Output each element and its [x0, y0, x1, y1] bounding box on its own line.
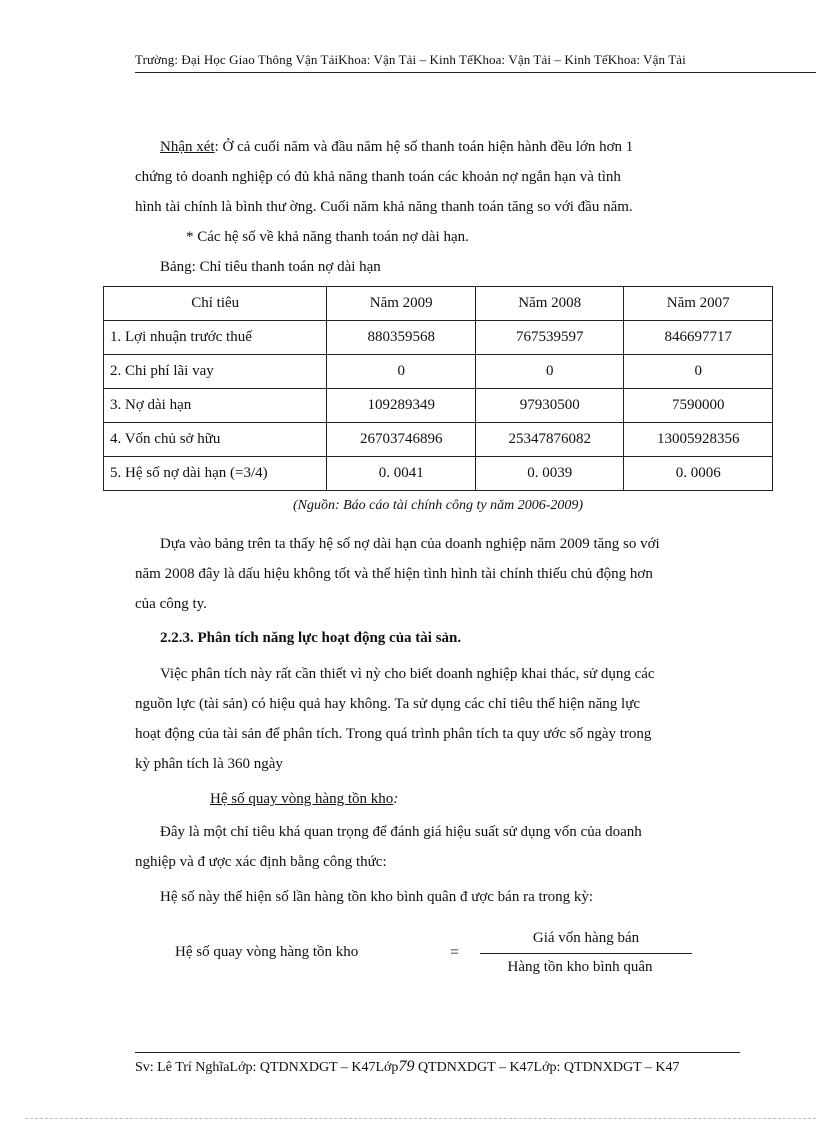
section-p1-line-4: kỳ phân tích là 360 ngày	[135, 756, 283, 772]
table-cell: 0	[475, 355, 624, 389]
row-label: 5. Hệ số nợ dài hạn (=3/4)	[104, 457, 327, 491]
subheading-text: Hệ số quay vòng hàng tồn kho	[210, 791, 394, 807]
analysis-line-3: của công ty.	[135, 596, 207, 612]
formula-fraction-bar	[480, 953, 692, 954]
table-cell: 26703746896	[327, 423, 476, 457]
section-p1-line-3: hoạt động của tài sản để phân tích. Trong quá trình phân tích ta quy ước số ngày trong	[135, 726, 652, 742]
remark-line-2: chứng tỏ doanh nghiệp có đủ khả năng thanh toán các khoản nợ ngắn hạn và tình	[135, 169, 621, 185]
table-cell: 767539597	[475, 321, 624, 355]
remark-line-1	[160, 132, 760, 162]
section-p2-line-2: nghiệp và đ ược xác định bằng công thức:	[135, 854, 387, 870]
page-footer	[135, 1058, 816, 1076]
long-term-debt-table	[103, 286, 773, 491]
page-bottom-divider	[25, 1118, 816, 1119]
section-heading: 2.2.3. Phân tích năng lực hoạt động của tài sản.	[160, 630, 462, 646]
analysis-line-2: năm 2008 đây là dấu hiệu không tốt và thể hiện tình hình tài chính thiếu chủ động hơn	[135, 566, 653, 582]
header-cell: Năm 2009	[327, 287, 476, 321]
section-p1-line-1: Việc phân tích này rất cần thiết vì nỳ cho biết doanh nghiệp khai thác, sử dụng các	[160, 666, 655, 682]
table-cell: 25347876082	[475, 423, 624, 457]
table-cell: 0. 0041	[327, 457, 476, 491]
table-cell: 0. 0039	[475, 457, 624, 491]
page-number: 79	[398, 1058, 415, 1075]
formula-numerator: Giá vốn hàng bán	[532, 930, 640, 946]
bullet-long-term: * Các hệ số về khả năng thanh toán nợ dài hạn.	[186, 229, 469, 245]
table-row	[104, 321, 773, 355]
table-cell: 880359568	[327, 321, 476, 355]
subheading-inventory-turnover	[210, 784, 398, 814]
table-cell: 13005928356	[624, 423, 773, 457]
table-source: (Nguồn: Báo cáo tài chính công ty năm 2006-2009)	[292, 498, 584, 513]
remark-label: Nhận xét	[160, 139, 215, 155]
formula-lhs: Hệ số quay vòng hàng tồn kho	[175, 944, 359, 960]
analysis-line-1: Dựa vào bảng trên ta thấy hệ số nợ dài hạn của doanh nghiệp năm 2009 tăng so với	[160, 536, 660, 552]
row-label: 4. Vốn chủ sở hữu	[104, 423, 327, 457]
subheading-colon: :	[393, 791, 399, 807]
table-row	[104, 457, 773, 491]
table-cell: 109289349	[327, 389, 476, 423]
section-p3: Hệ số này thể hiện số lần hàng tồn kho bình quân đ ược bán ra trong kỳ:	[160, 889, 594, 905]
table-header-row	[104, 287, 773, 321]
header-cell: Năm 2008	[475, 287, 624, 321]
table-cell: 0	[624, 355, 773, 389]
row-label: 3. Nợ dài hạn	[104, 389, 327, 423]
table-row	[104, 355, 773, 389]
footer-text-left: Sv: Lê Trí NghĩaLớp: QTDNXDGT – K47Lớp	[135, 1060, 399, 1075]
table-cell: 846697717	[624, 321, 773, 355]
remark-text: : Ở cả cuối năm và đầu năm hệ số thanh toán hiện hành đều lớn hơn 1	[214, 139, 634, 155]
table-cell: 0. 0006	[624, 457, 773, 491]
table-cell: 0	[327, 355, 476, 389]
table-row	[104, 423, 773, 457]
table-cell: 97930500	[475, 389, 624, 423]
page-header: Trường: Đại Học Giao Thông Vận TảiKhoa: Vận Tải – Kinh TếKhoa: Vận Tải – Kinh TếKhoa: Vận Tải	[135, 52, 816, 73]
section-p2-line-1: Đây là một chỉ tiêu khá quan trọng để đánh giá hiệu suất sử dụng vốn của doanh	[160, 824, 642, 840]
formula-denominator: Hàng tồn kho bình quân	[507, 959, 653, 975]
remark-line-3: hình tài chính là bình thư ờng. Cuối năm khả năng thanh toán tăng so với đầu năm.	[135, 199, 633, 215]
formula-equals: =	[450, 944, 460, 961]
header-cell: Chỉ tiêu	[104, 287, 327, 321]
table-row	[104, 389, 773, 423]
table-cell: 7590000	[624, 389, 773, 423]
footer-rule	[135, 1052, 740, 1053]
row-label: 2. Chi phí lãi vay	[104, 355, 327, 389]
section-p1-line-2: nguồn lực (tài sản) có hiệu quả hay không. Ta sử dụng các chỉ tiêu thể hiện năng lực	[135, 696, 641, 712]
footer-text-right: QTDNXDGT – K47Lớp: QTDNXDGT – K47	[414, 1060, 680, 1075]
row-label: 1. Lợi nhuận trước thuế	[104, 321, 327, 355]
table-caption: Bảng: Chỉ tiêu thanh toán nợ dài hạn	[160, 259, 381, 275]
header-cell: Năm 2007	[624, 287, 773, 321]
